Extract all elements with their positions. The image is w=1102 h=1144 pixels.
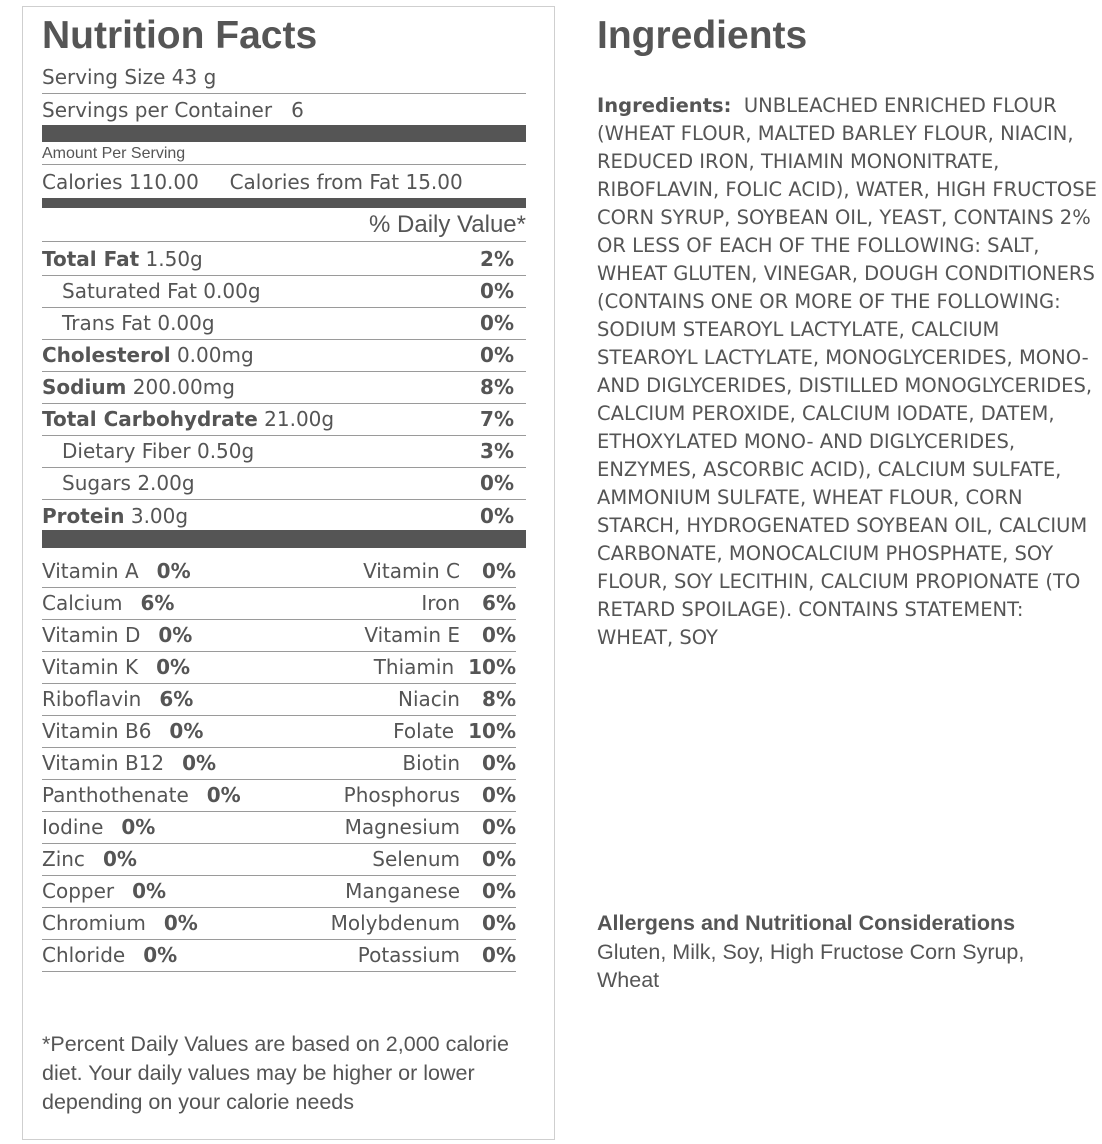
nutrient-row bbox=[42, 500, 526, 532]
vitamin-name: Vitamin C bbox=[363, 559, 460, 583]
nutrient-row bbox=[42, 468, 526, 500]
nutrient-row bbox=[42, 404, 526, 436]
vitamin-name: Vitamin E bbox=[364, 623, 460, 647]
vitamin-daily-value: 8% bbox=[482, 687, 516, 711]
thick-divider bbox=[42, 125, 526, 142]
vitamin-row bbox=[42, 652, 516, 684]
vitamin-name: Iodine bbox=[42, 815, 104, 839]
ingredients-title: Ingredients bbox=[597, 14, 808, 57]
vitamin-name: Iron bbox=[421, 591, 460, 615]
calories-row bbox=[42, 166, 526, 198]
nutrient-amount: 200.00mg bbox=[132, 375, 235, 399]
nutrient-daily-value: 8% bbox=[480, 375, 514, 399]
vitamin-daily-value: 0% bbox=[156, 655, 191, 679]
vitamin-name: Copper bbox=[42, 879, 115, 903]
nutrient-row bbox=[42, 340, 526, 372]
vitamin-row bbox=[42, 876, 516, 908]
vitamin-daily-value: 0% bbox=[482, 623, 516, 647]
vitamin-name: Selenum bbox=[372, 847, 460, 871]
vitamin-name: Vitamin D bbox=[42, 623, 141, 647]
vitamin-daily-value: 0% bbox=[156, 559, 191, 583]
nutrient-row bbox=[42, 308, 526, 340]
ingredients-label: Ingredients: bbox=[597, 94, 732, 117]
calories-from-fat: Calories from Fat 15.00 bbox=[229, 169, 463, 194]
nutrient-amount: 0.50g bbox=[196, 439, 255, 463]
vitamin-daily-value: 0% bbox=[158, 623, 193, 647]
nutrient-name: Protein bbox=[42, 503, 125, 528]
vitamin-name: Manganese bbox=[345, 879, 460, 903]
vitamin-daily-value: 0% bbox=[482, 911, 516, 935]
allergens-text: Gluten, Milk, Soy, High Fructose Corn Syrup, Wheat bbox=[597, 940, 1025, 992]
nutrient-name: Sodium bbox=[42, 375, 127, 399]
vitamin-daily-value: 0% bbox=[482, 879, 516, 903]
vitamin-row bbox=[42, 684, 516, 716]
vitamin-daily-value: 10% bbox=[468, 719, 516, 743]
nutrition-facts-title: Nutrition Facts bbox=[42, 14, 318, 57]
nutrient-daily-value: 3% bbox=[480, 439, 514, 463]
vitamin-name: Vitamin A bbox=[42, 559, 139, 583]
vitamin-name: Thiamin bbox=[373, 655, 455, 679]
ingredients-text bbox=[597, 92, 1097, 652]
nutrient-daily-value: 0% bbox=[480, 503, 514, 528]
nutrient-daily-value: 0% bbox=[480, 471, 514, 495]
vitamin-name: Biotin bbox=[402, 751, 460, 775]
vitamin-name: Vitamin K bbox=[42, 655, 139, 679]
serving-size: Serving Size 43 g bbox=[42, 62, 526, 94]
vitamin-row bbox=[42, 940, 516, 972]
vitamin-daily-value: 0% bbox=[482, 815, 516, 839]
vitamin-name: Phosphorus bbox=[343, 783, 460, 807]
nutrient-name: Total Fat bbox=[42, 247, 140, 271]
nutrient-row bbox=[42, 372, 526, 404]
calories-value: Calories 110.00 bbox=[42, 169, 199, 194]
thick-divider-vitamins bbox=[42, 530, 526, 548]
vitamin-name: Panthothenate bbox=[42, 783, 189, 807]
vitamin-row bbox=[42, 748, 516, 780]
vitamin-daily-value: 0% bbox=[482, 783, 516, 807]
vitamin-daily-value: 6% bbox=[482, 591, 516, 615]
vitamin-name: Chloride bbox=[42, 943, 126, 967]
vitamin-daily-value: 6% bbox=[140, 591, 175, 615]
vitamin-row bbox=[42, 556, 516, 588]
vitamin-daily-value: 0% bbox=[121, 815, 156, 839]
allergens-heading: Allergens and Nutritional Considerations bbox=[597, 911, 1016, 935]
nutrient-amount: 1.50g bbox=[145, 247, 203, 271]
medium-divider bbox=[42, 198, 526, 208]
vitamin-daily-value: 10% bbox=[468, 655, 516, 679]
vitamin-daily-value: 0% bbox=[182, 751, 217, 775]
daily-value-footnote: *Percent Daily Values are based on 2,000 calorie diet. Your daily values may be higher or lower depending on your calorie needs bbox=[42, 1032, 509, 1114]
vitamin-daily-value: 0% bbox=[132, 879, 167, 903]
vitamin-row bbox=[42, 844, 516, 876]
nutrient-amount: 21.00g bbox=[264, 407, 335, 431]
vitamin-daily-value: 0% bbox=[102, 847, 137, 871]
vitamin-row bbox=[42, 716, 516, 748]
vitamin-name: Molybdenum bbox=[330, 911, 460, 935]
servings-per-container: Servings per Container 6 bbox=[42, 97, 304, 122]
nutrient-name: Cholesterol bbox=[42, 343, 171, 367]
nutrient-daily-value: 0% bbox=[480, 343, 514, 367]
nutrient-amount: 3.00g bbox=[130, 503, 189, 528]
nutrient-amount: 0.00g bbox=[203, 279, 261, 303]
vitamin-name: Niacin bbox=[397, 687, 460, 711]
vitamin-name: Folate bbox=[393, 719, 455, 743]
nutrient-name: Sugars bbox=[62, 471, 131, 495]
vitamin-daily-value: 0% bbox=[482, 559, 516, 583]
nutrient-daily-value: 2% bbox=[480, 247, 514, 271]
vitamin-daily-value: 0% bbox=[143, 943, 178, 967]
nutrient-amount: 2.00g bbox=[137, 471, 195, 495]
nutrient-daily-value: 7% bbox=[480, 407, 514, 431]
vitamin-row bbox=[42, 620, 516, 652]
nutrient-daily-value: 0% bbox=[480, 279, 514, 303]
nutrient-name: Trans Fat bbox=[62, 311, 151, 335]
ingredients-list: UNBLEACHED ENRICHED FLOUR (WHEAT FLOUR, MALTED BARLEY FLOUR, NIACIN, REDUCED IRON, THIAMIN MONONITRATE, RIBOFLAVIN, FOLIC ACID), WATER, HIGH FRUCTOSE CORN SYRUP, SOYBEAN OIL, YEAST, CONTAINS 2% OR LESS OF EACH OF THE FOLLOWING: SALT, WHEAT GLUTEN, VINEGAR, DOUGH CONDITIONERS (CONTAINS ONE OR MORE OF THE FOLLOWING: SODIUM STEAROYL LACTYLATE, CALCIUM STEAROYL LACTYLATE, MONOGLYCERIDES, MONO- AND DIGLYCERIDES, DISTILLED MONOGLYCERIDES, CALCIUM PEROXIDE, CALCIUM IODATE, DATEM, ETHOXYLATED MONO- AND DIGLYCERIDES, ENZYMES, ASCORBIC ACID), CALCIUM SULFATE, AMMONIUM SULFATE, WHEAT FLOUR, CORN STARCH, HYDROGENATED SOYBEAN OIL, CALCIUM CARBONATE, MONOCALCIUM PHOSPHATE, SOY FLOUR, SOY LECITHIN, CALCIUM PROPIONATE (TO RETARD SPOILAGE). CONTAINS STATEMENT: WHEAT, SOY bbox=[597, 94, 1097, 649]
vitamin-row bbox=[42, 780, 516, 812]
vitamin-daily-value: 0% bbox=[482, 751, 516, 775]
vitamin-name: Riboflavin bbox=[42, 687, 142, 711]
vitamin-row bbox=[42, 588, 516, 620]
nutrient-row bbox=[42, 244, 526, 276]
vitamin-name: Vitamin B12 bbox=[42, 751, 165, 775]
daily-value-header: % Daily Value* bbox=[42, 208, 526, 242]
vitamin-daily-value: 6% bbox=[159, 687, 194, 711]
nutrient-amount: 0.00g bbox=[157, 311, 215, 335]
nutrient-row bbox=[42, 276, 526, 308]
vitamin-name: Calcium bbox=[42, 591, 123, 615]
vitamin-name: Magnesium bbox=[344, 815, 460, 839]
vitamin-daily-value: 0% bbox=[169, 719, 204, 743]
nutrient-amount: 0.00mg bbox=[176, 343, 254, 367]
nutrient-name: Saturated Fat bbox=[62, 279, 197, 303]
vitamin-name: Zinc bbox=[42, 847, 85, 871]
nutrient-row bbox=[42, 436, 526, 468]
vitamin-name: Chromium bbox=[42, 911, 146, 935]
vitamin-row bbox=[42, 812, 516, 844]
vitamin-name: Potassium bbox=[357, 943, 460, 967]
vitamin-daily-value: 0% bbox=[482, 943, 516, 967]
nutrient-name: Total Carbohydrate bbox=[42, 407, 258, 431]
nutrient-daily-value: 0% bbox=[480, 311, 514, 335]
vitamin-row bbox=[42, 908, 516, 940]
amount-per-serving: Amount Per Serving bbox=[42, 142, 526, 165]
vitamin-daily-value: 0% bbox=[206, 783, 241, 807]
vitamin-daily-value: 0% bbox=[482, 847, 516, 871]
vitamin-name: Vitamin B6 bbox=[42, 719, 152, 743]
vitamin-daily-value: 0% bbox=[163, 911, 198, 935]
nutrient-name: Dietary Fiber bbox=[62, 439, 191, 463]
